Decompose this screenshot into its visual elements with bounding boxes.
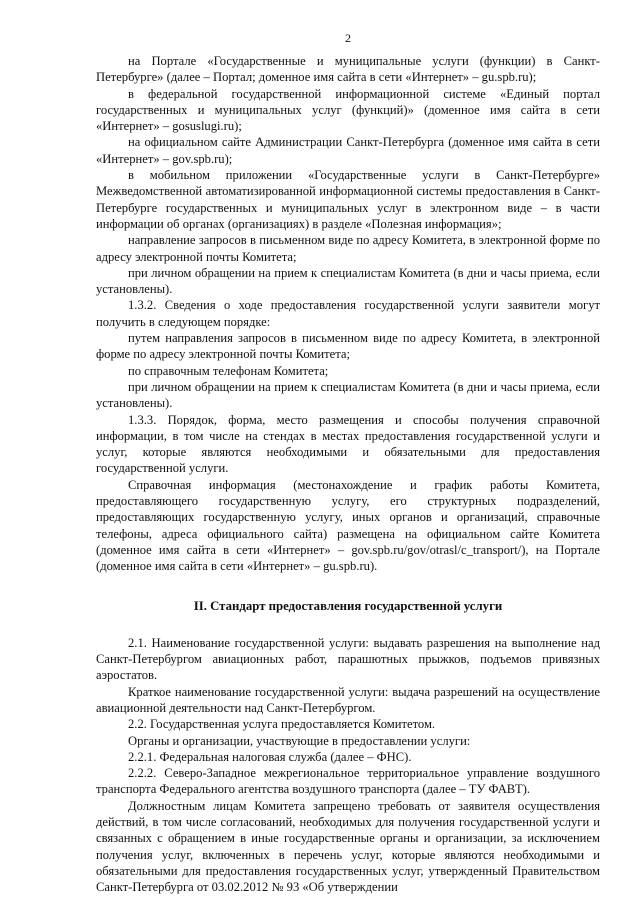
paragraph: в мобильном приложении «Государственные услуги в Санкт-Петербурге» Межведомственной автоматизированной информационной системы предоставления в Санкт-Петербурге государственных и муниципальных услуг в электронном виде – в части информации об органах (организациях) в разделе «Полезная информация»; xyxy=(96,168,600,231)
paragraph: Должностным лицам Комитета запрещено требовать от заявителя осуществления действий, в том числе согласований, необходимых для получения государственной услуги и связанных с обращением в иные государственные органы и организации, за исключением получения услуг, включенных в перечень услуг, которые являются необходимыми и обязательными для предоставления государственных услуг, утвержденный Правительством Санкт-Петербурга от 03.02.2012 № 93 «Об утверждении xyxy=(96,798,600,895)
paragraph: Краткое наименование государственной услуги: выдача разрешений на осуществление авиационной деятельности над Санкт-Петербургом. xyxy=(96,684,600,715)
paragraph: путем направления запросов в письменном виде по адресу Комитета, в электронной форме по адресу электронной почты Комитета; xyxy=(96,331,600,362)
paragraph: 2.2. Государственная услуга предоставляется Комитетом. xyxy=(128,717,436,732)
paragraph: при личном обращении на прием к специалистам Комитета (в дни и часы приема, если установлены). xyxy=(96,379,600,411)
paragraph: направление запросов в письменном виде по адресу Комитета, в электронной форме по адресу электронной почты Комитета; xyxy=(96,233,600,264)
paragraph: при личном обращении на прием к специалистам Комитета (в дни и часы приема, если установлены). xyxy=(96,265,600,297)
paragraph: Справочная информация (местонахождение и график работы Комитета, предоставляющего государственную услугу, его структурных подразделений, предоставляющих государственную услугу, иных органов и организаций, справочные телефоны, адреса официального сайта) размещена на официальном сайте Комитета (доменное имя сайта в сети «Интернет» – gov.spb.ru/gov/otrasl/c_transport/), на Портале (доменное имя сайта в сети «Интернет» – gu.spb.ru). xyxy=(96,477,600,574)
paragraph: 2.1. Наименование государственной услуги: выдавать разрешения на выполнение над Санкт-Петербургом авиационных работ, парашютных прыжков, подъемов привязных аэростатов. xyxy=(96,635,600,683)
paragraph: по справочным телефонам Комитета; xyxy=(128,363,329,378)
paragraph: на Портале «Государственные и муниципальные услуги (функции) в Санкт-Петербурге» (далее – Портал; доменное имя сайта в сети «Интернет» – gu.spb.ru); xyxy=(96,54,600,85)
document-body xyxy=(96,53,600,896)
paragraph: 2.2.2. Северо-Западное межрегиональное территориальное управление воздушного транспорта Федерального агентства воздушного транспорта (далее – ТУ ФАВТ). xyxy=(96,766,600,797)
paragraph: в федеральной государственной информационной системе «Единый портал государственных и муниципальных услуг (функций)» (доменное имя сайта в сети «Интернет» – gosuslugi.ru); xyxy=(96,86,600,134)
paragraph: 1.3.3. Порядок, форма, место размещения и способы получения справочной информации, в том числе на стендах в местах предоставления государственной услуги и услуг, которые являются необходимыми и обязательными для предоставления государственной услуги. xyxy=(96,412,600,476)
section-heading: II. Стандарт предоставления государственной услуги xyxy=(193,598,503,613)
paragraph: 1.3.2. Сведения о ходе предоставления государственной услуги заявители могут получить в следующем порядке: xyxy=(96,298,600,329)
paragraph: на официальном сайте Администрации Санкт-Петербурга (доменное имя сайта в сети «Интернет» – gov.spb.ru); xyxy=(96,135,600,166)
paragraph: Органы и организации, участвующие в предоставлении услуги: xyxy=(128,733,471,748)
page-number: 2 xyxy=(345,31,351,45)
paragraph: 2.2.1. Федеральная налоговая служба (далее – ФНС). xyxy=(128,749,412,764)
